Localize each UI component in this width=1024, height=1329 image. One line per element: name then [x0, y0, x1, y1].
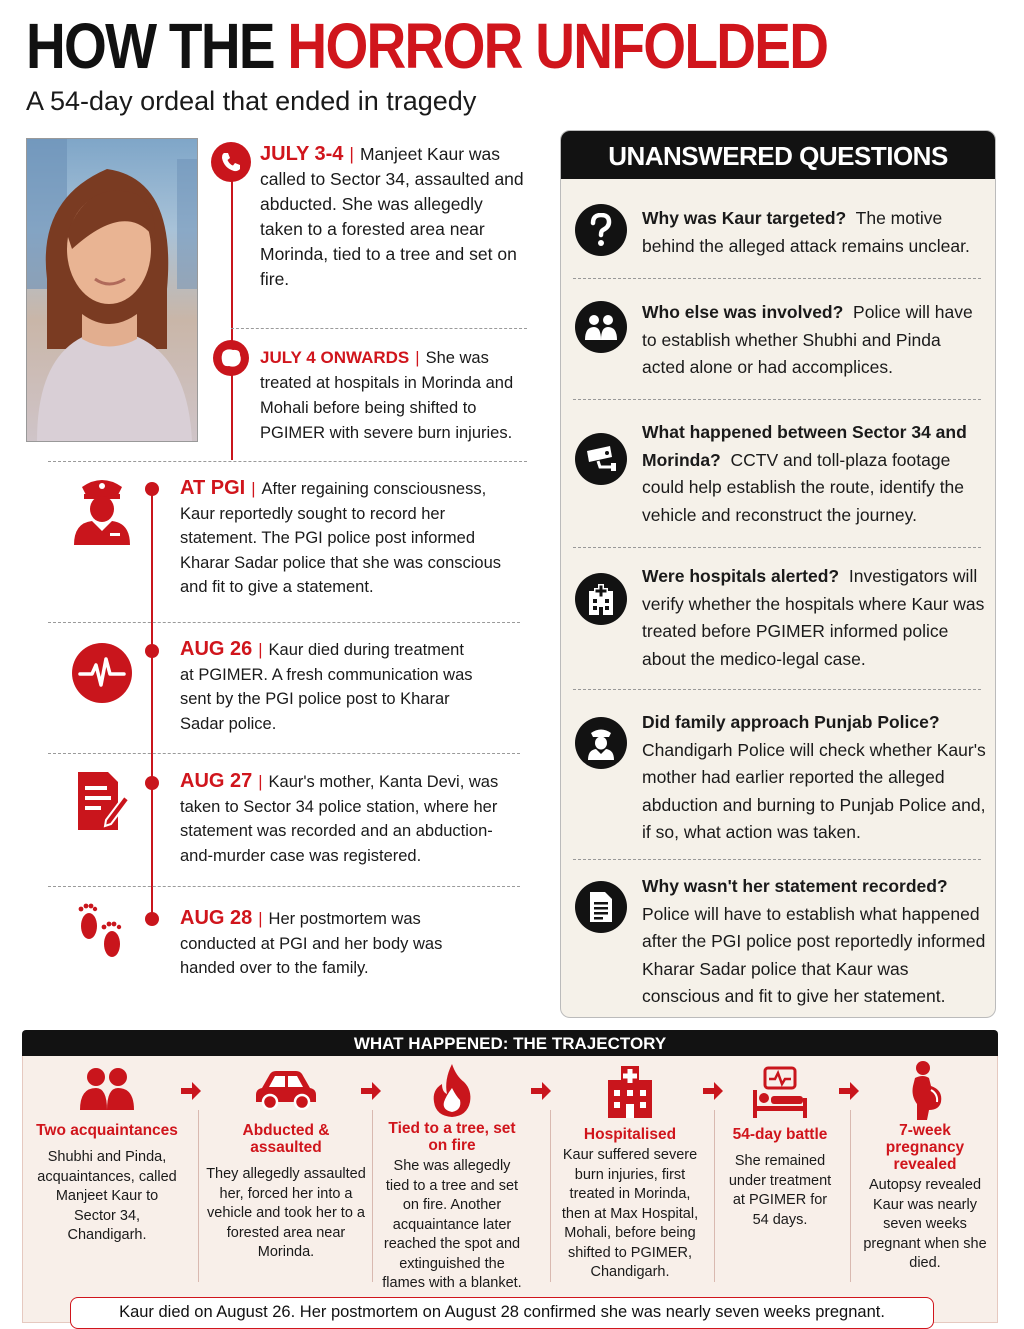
hospital-icon — [575, 573, 627, 625]
question-title: Who else was involved? — [642, 302, 844, 322]
event-date: AUG 26 — [180, 638, 253, 660]
footprints-icon — [74, 900, 128, 964]
divider — [714, 1110, 715, 1282]
arrow-right-icon — [360, 1080, 382, 1102]
timeline-dot — [145, 482, 159, 496]
timeline-event-july-3-4: JULY 3-4 | Manjeet Kaur was called to Sector 34, assaulted and abducted. She was allegedly taken to a forested area near Morinda, tied to a tree and set on fire. — [260, 143, 524, 289]
divider — [550, 1110, 551, 1282]
divider — [48, 753, 520, 754]
title-red-part: HORROR UNFOLDED — [287, 10, 828, 82]
divider — [573, 859, 981, 860]
cctv-camera-icon — [575, 433, 627, 485]
timeline-dot — [145, 912, 159, 926]
timeline-dot — [145, 644, 159, 658]
timeline-event-aug-26: AUG 26 | Kaur died during treatment at PGIMER. A fresh communication was sent by the PGI police post to Kharar Sadar police. — [180, 638, 473, 733]
event-text: She was treated at hospitals in Morinda and Mohali before being shifted to PGIMER with severe burn injuries. — [260, 349, 514, 442]
timeline-event-at-pgi: AT PGI | After regaining consciousness, Kaur reportedly sought to record her statement. The PGI police post informed Kharar Sadar police that she was conscious and fit to give a statement. — [180, 477, 502, 596]
step-text: Autopsy revealed Kaur was nearly seven weeks pregnant when she died. — [863, 1177, 987, 1271]
divider — [573, 547, 981, 548]
event-text: Her postmortem was conducted at PGI and her body was handed over to the family. — [180, 910, 443, 977]
step-label: 54-day battle — [732, 1126, 828, 1143]
step-label: Tied to a tree, set on fire — [388, 1120, 516, 1154]
trajectory-step-4 — [560, 1066, 700, 1283]
document-icon — [575, 881, 627, 933]
divider — [573, 689, 981, 690]
trajectory-step-3 — [382, 1062, 522, 1294]
step-label: Abducted & assaulted — [242, 1122, 330, 1156]
trajectory-heading: WHAT HAPPENED: THE TRAJECTORY — [22, 1030, 998, 1056]
divider — [48, 622, 520, 623]
event-text: After regaining consciousness, Kaur reportedly sought to record her statement. The PGI police post informed Kharar Sadar police that she was conscious and fit to give a statement. — [180, 480, 502, 596]
step-text: Shubhi and Pinda, acquaintances, called Manjeet Kaur to Sector 34, Chandigarh. — [37, 1149, 177, 1243]
timeline-event-july-4-onwards: JULY 4 ONWARDS | She was treated at hospitals in Morinda and Mohali before being shifted to PGIMER with severe burn injuries. — [260, 348, 514, 442]
question-answer: Police will have to establish whether Shubhi and Pinda acted alone or had accomplices. — [642, 302, 973, 377]
step-label: Two acquaintances — [36, 1122, 178, 1139]
timeline-line-top — [231, 178, 233, 460]
question-answer: Police will have to establish what happened after the PGI police post reportedly informed Kharar Sadar police that Kaur was conscious and fit to give her statement. — [642, 903, 986, 1006]
unanswered-questions-panel — [560, 130, 996, 1018]
subtitle: A 54-day ordeal that ended in tragedy — [26, 86, 477, 116]
question-answer: The motive behind the alleged attack remains unclear. — [642, 208, 970, 256]
pregnant-woman-icon — [858, 1060, 992, 1120]
divider — [573, 399, 981, 400]
divider — [231, 328, 527, 329]
fire-icon — [382, 1062, 522, 1118]
step-text: They allegedly assaulted her, forced her into a vehicle and took her to a forested area near Morinda. — [206, 1166, 366, 1260]
trajectory-step-2 — [206, 1066, 366, 1263]
divider — [850, 1110, 851, 1282]
document-pen-icon — [76, 770, 130, 832]
question-title: Why was Kaur targeted? — [642, 208, 847, 228]
timeline-dot — [145, 776, 159, 790]
footer-summary: Kaur died on August 26. Her postmortem on August 28 confirmed she was nearly seven weeks pregnant. — [70, 1297, 934, 1329]
page-title — [26, 6, 827, 86]
people-icon — [575, 301, 627, 353]
question-title: Did family approach Punjab Police? — [642, 712, 940, 732]
divider — [372, 1110, 373, 1282]
divider — [573, 278, 981, 279]
question-answer: CCTV and toll-plaza footage could help establish the route, identify the vehicle and reconstruct the journey. — [642, 449, 965, 525]
step-text: Kaur suffered severe burn injuries, first treated in Morinda, then at Max Hospital, Mohali, before being shifted to PGIMER, Chandigarh. — [561, 1147, 699, 1280]
arrow-right-icon — [838, 1080, 860, 1102]
arrow-right-icon — [180, 1080, 202, 1102]
timeline-line-bottom — [151, 488, 153, 918]
map-icon — [213, 340, 249, 376]
timeline-event-aug-27: AUG 27 | Kaur's mother, Kanta Devi, was taken to Sector 34 police station, where her statement was recorded and an abduction-and-murder case was registered. — [180, 770, 499, 865]
step-label: 7-week pregnancy revealed — [885, 1122, 965, 1173]
phone-icon — [211, 142, 251, 182]
event-text: Manjeet Kaur was called to Sector 34, assaulted and abducted. She was allegedly taken to a forested area near Morinda, tied to a tree and set on fire. — [260, 144, 524, 289]
title-black-part: HOW THE — [26, 10, 288, 82]
car-icon — [206, 1066, 366, 1110]
trajectory-step-1 — [36, 1066, 178, 1246]
trajectory-step-6 — [858, 1060, 992, 1274]
arrow-right-icon — [530, 1080, 552, 1102]
divider — [48, 886, 520, 887]
event-text: Kaur's mother, Kanta Devi, was taken to Sector 34 police station, where her statement was recorded and an abduction-and-murder case was registered. — [180, 773, 499, 865]
event-date: AUG 28 — [180, 907, 253, 929]
hospital-icon — [560, 1066, 700, 1118]
event-date: AT PGI — [180, 477, 246, 499]
event-text: Kaur died during treatment at PGIMER. A fresh communication was sent by the PGI police post to Kharar Sadar police. — [180, 641, 473, 733]
question-title: What happened between Sector 34 and Morinda? — [642, 422, 967, 470]
step-label: Hospitalised — [583, 1126, 677, 1143]
question-title: Why wasn't her statement recorded? — [642, 876, 948, 896]
arrow-right-icon — [702, 1080, 724, 1102]
event-date: AUG 27 — [180, 770, 253, 792]
victim-photo — [26, 138, 198, 442]
police-officer-icon — [575, 717, 627, 769]
question-answer: Chandigarh Police will check whether Kaur's mother had earlier reported the alleged abduction and burning to Punjab Police and, if so, what action was taken. — [642, 739, 986, 842]
divider — [48, 461, 527, 462]
heartbeat-icon — [72, 643, 132, 703]
panel-heading: UNANSWERED QUESTIONS — [561, 131, 995, 179]
event-date: JULY 3-4 — [260, 143, 344, 165]
timeline-event-aug-28: AUG 28 | Her postmortem was conducted at PGI and her body was handed over to the family. — [180, 907, 443, 977]
question-title: Were hospitals alerted? — [642, 566, 840, 586]
divider — [198, 1110, 199, 1282]
trajectory-step-5 — [728, 1066, 832, 1230]
question-mark-icon — [575, 204, 627, 256]
step-text: She was allegedly tied to a tree and set on fire. Another acquaintance later reached the spot and extinguished the flames with a blanket. — [382, 1158, 522, 1291]
question-answer: Investigators will verify whether the hospitals where Kaur was treated before PGIMER informed police about the medico-legal case. — [642, 566, 985, 669]
police-officer-icon — [70, 473, 134, 545]
event-date: JULY 4 ONWARDS — [260, 348, 410, 367]
hospital-bed-icon — [728, 1066, 832, 1118]
people-icon — [36, 1066, 178, 1110]
step-text: She remained under treatment at PGIMER for 54 days. — [728, 1153, 832, 1228]
